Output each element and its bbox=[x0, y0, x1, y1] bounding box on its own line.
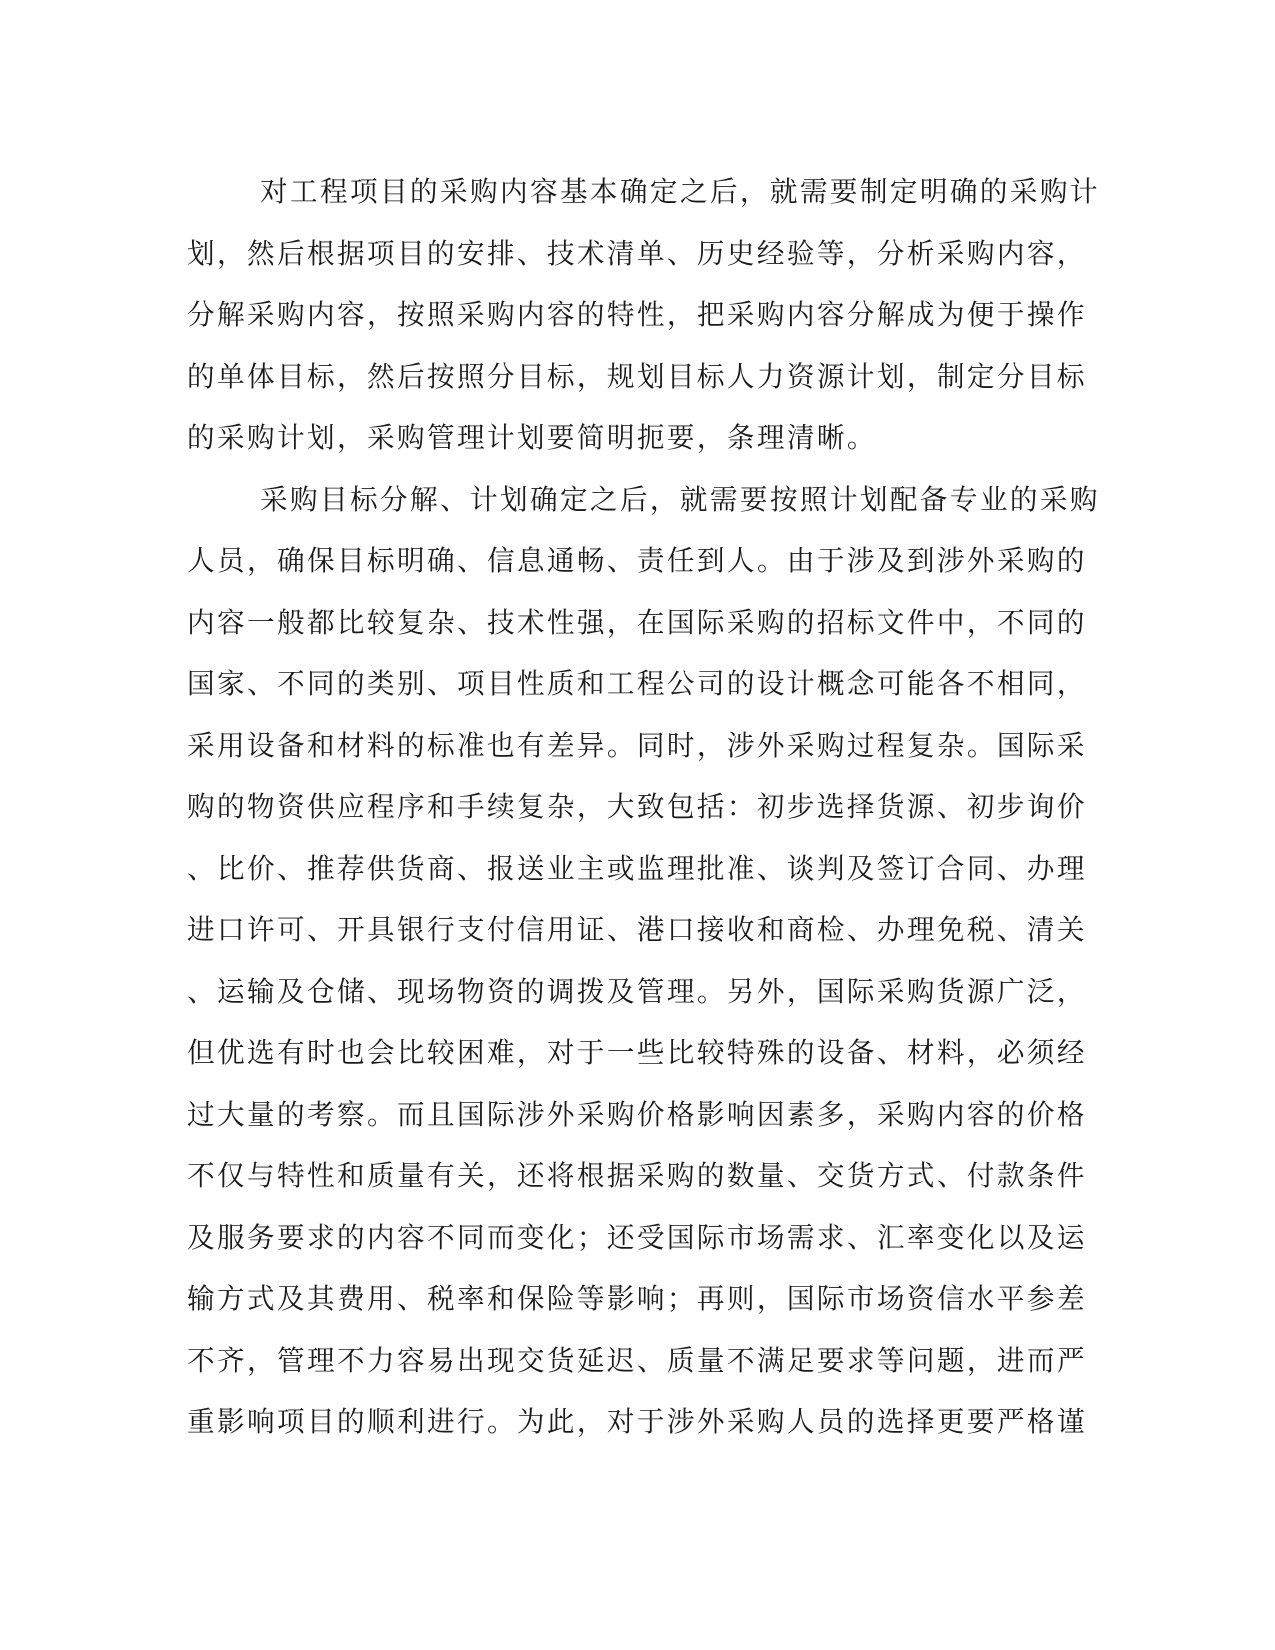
text-line: 输方式及其费用、税率和保险等影响；再则，国际市场资信水平参差 bbox=[187, 1282, 1087, 1315]
text-line: 过大量的考察。而且国际涉外采购价格影响因素多，采购内容的价格 bbox=[187, 1097, 1087, 1131]
text-line: 采用设备和材料的标准也有差异。同时，涉外采购过程复杂。国际采 bbox=[187, 728, 1087, 762]
text-line: 重影响项目的顺利进行。为此，对于涉外采购人员的选择更要严格谨 bbox=[187, 1405, 1087, 1438]
text-line: 不齐，管理不力容易出现交货延迟、质量不满足要求等问题，进而严 bbox=[187, 1343, 1087, 1377]
text-line: 内容一般都比较复杂、技术性强，在国际采购的招标文件中，不同的 bbox=[187, 605, 1087, 639]
text-line: 国家、不同的类别、项目性质和工程公司的设计概念可能各不相同， bbox=[187, 667, 1087, 700]
paragraph-2 bbox=[187, 469, 1100, 1453]
text-line: 的采购计划，采购管理计划要简明扼要，条理清晰。 bbox=[187, 421, 877, 454]
text-line: 对工程项目的采购内容基本确定之后，就需要制定明确的采购计 bbox=[260, 175, 1100, 208]
text-line: 人员，确保目标明确、信息通畅、责任到人。由于涉及到涉外采购的 bbox=[187, 544, 1087, 577]
text-line: 及服务要求的内容不同而变化；还受国际市场需求、汇率变化以及运 bbox=[187, 1220, 1087, 1254]
text-line: 采购目标分解、计划确定之后，就需要按照计划配备专业的采购 bbox=[260, 482, 1100, 516]
text-line: 、比价、推荐供货商、报送业主或监理批准、谈判及签订合同、办理 bbox=[187, 851, 1087, 885]
text-line: 但优选有时也会比较困难，对于一些比较特殊的设备、材料，必须经 bbox=[187, 1036, 1087, 1069]
text-line: 进口许可、开具银行支付信用证、港口接收和商检、办理免税、清关 bbox=[187, 913, 1087, 946]
text-line: 不仅与特性和质量有关，还将根据采购的数量、交货方式、付款条件 bbox=[187, 1159, 1087, 1192]
text-line: 的单体目标，然后按照分目标，规划目标人力资源计划，制定分目标 bbox=[187, 359, 1087, 393]
text-line: 分解采购内容，按照采购内容的特性，把采购内容分解成为便于操作 bbox=[187, 298, 1087, 331]
text-line: 、运输及仓储、现场物资的调拨及管理。另外，国际采购货源广泛， bbox=[187, 974, 1087, 1008]
text-line: 购的物资供应程序和手续复杂，大致包括：初步选择货源、初步询价 bbox=[187, 790, 1087, 823]
text-line: 划，然后根据项目的安排、技术清单、历史经验等，分析采购内容， bbox=[187, 236, 1087, 270]
paragraph-1 bbox=[187, 161, 1100, 469]
document-body bbox=[187, 161, 1100, 1453]
